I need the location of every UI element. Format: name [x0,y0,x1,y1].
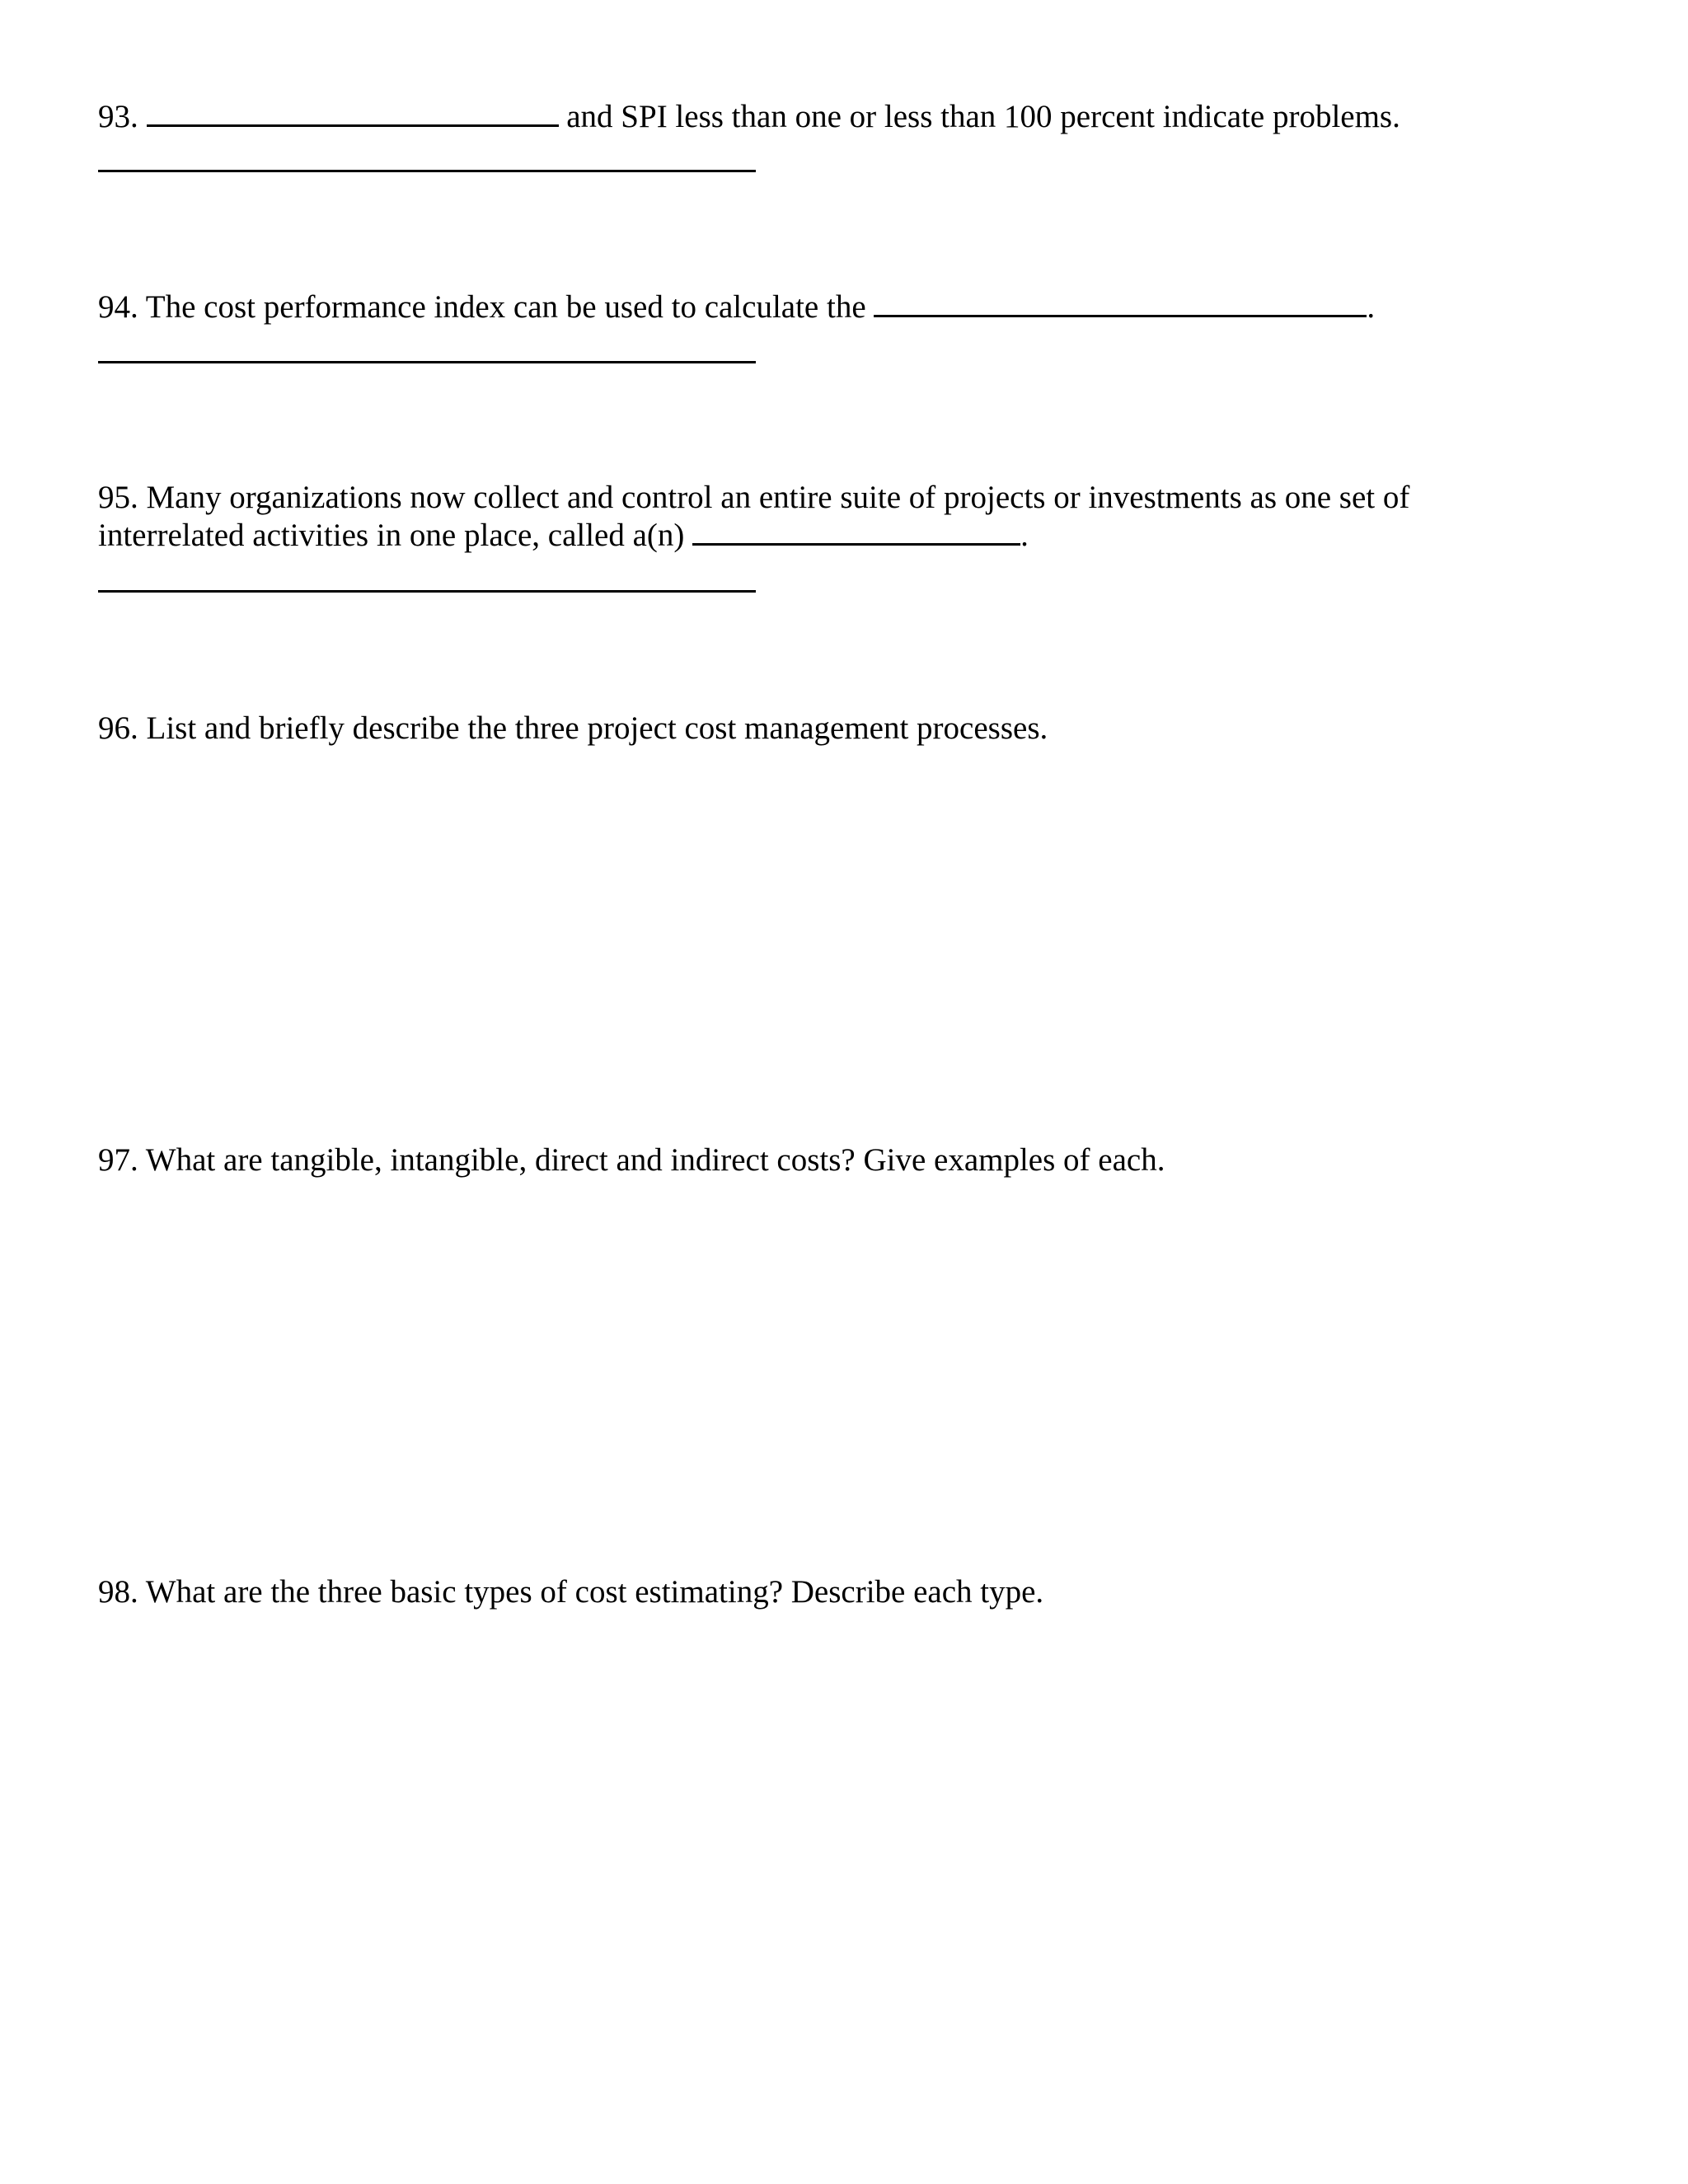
question-text: What are tangible, intangible, direct and indirect costs? Give examples of each. [145,1142,1165,1178]
fill-in-blank[interactable] [147,100,559,127]
question-text: What are the three basic types of cost estimating? Describe each type. [145,1574,1044,1610]
question-number: 97. [98,1142,138,1178]
question-97 [98,1141,1165,1179]
question-number: 98. [98,1574,138,1610]
question-text: Many organizations now collect and control an entire suite of projects or investments as one set of [146,480,1410,515]
question-text: The cost performance index can be used to calculate the [145,289,866,325]
question-95 [98,478,1409,517]
answer-line[interactable] [98,361,756,363]
question-98 [98,1572,1043,1611]
question-96 [98,709,1048,748]
question-number: 96. [98,710,138,746]
question-number: 93. [98,99,138,134]
fill-in-blank[interactable] [874,290,1367,317]
question-text-end: . [1367,289,1376,325]
question-number: 94. [98,289,138,325]
question-text: and SPI less than one or less than 100 percent indicate problems. [566,99,1400,134]
question-text: List and briefly describe the three project cost management processes. [146,710,1048,746]
question-95-line-2 [98,516,1029,555]
question-94 [98,288,1375,326]
answer-line[interactable] [98,170,756,172]
question-text-end: . [1020,518,1029,553]
answer-line[interactable] [98,590,756,593]
question-93 [98,97,1400,136]
question-text: interrelated activities in one place, called a(n) [98,518,685,553]
question-number: 95. [98,480,138,515]
fill-in-blank[interactable] [692,518,1020,546]
